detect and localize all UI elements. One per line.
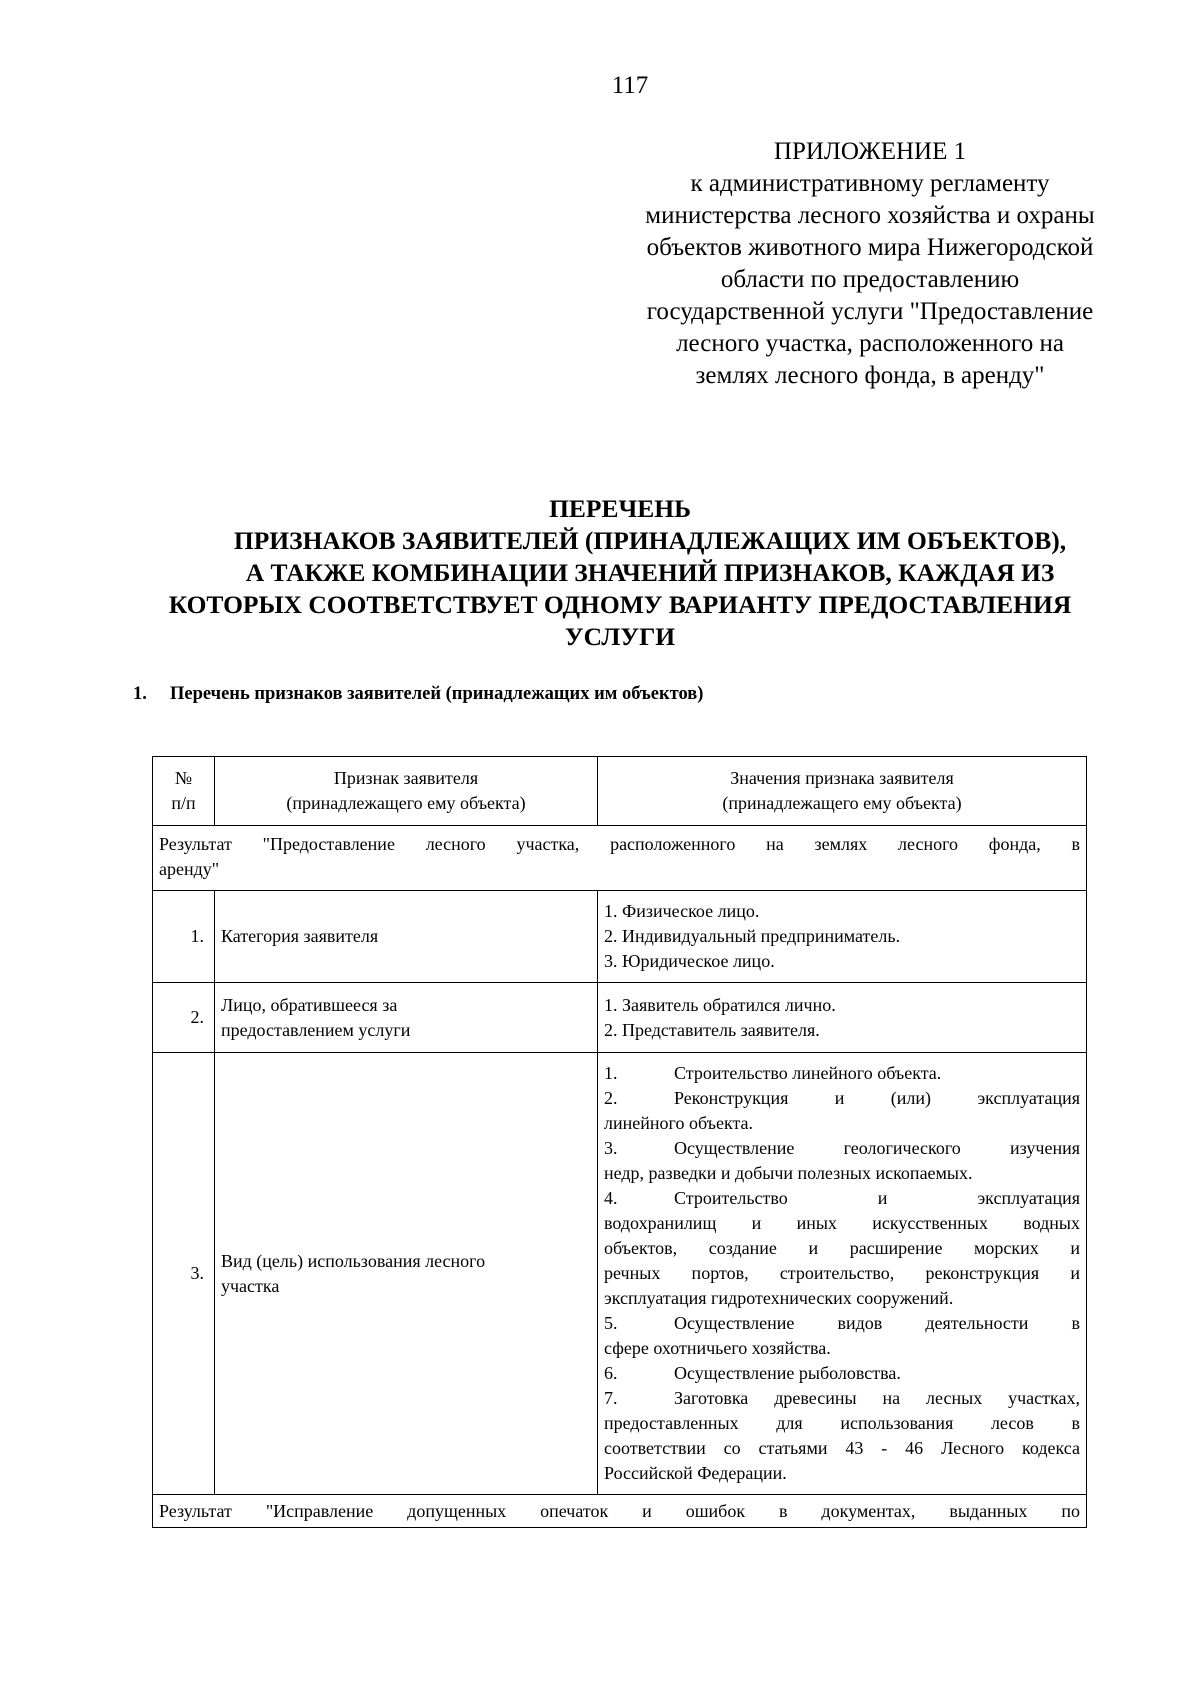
value-text: Осуществление видов деятельности в (674, 1313, 1080, 1333)
header-text: Значения признака заявителя (730, 768, 954, 788)
value-number: 7. (604, 1388, 618, 1408)
value-number: 4. (604, 1188, 618, 1208)
value-text: эксплуатация гидротехнических сооружений. (604, 1288, 954, 1308)
appendix-line: землях лесного фонда, в аренду" (695, 362, 1045, 389)
section-title: Перечень признаков заявителей (принадлежащих им объектов) (170, 684, 704, 704)
table-row (153, 1053, 1087, 1495)
feature-text: Лицо, обратившееся за (221, 994, 398, 1015)
row-feature (215, 1053, 598, 1495)
value-text: линейного объекта. (604, 1113, 754, 1133)
value-text: объектов, создание и расширение морских и (604, 1238, 1080, 1258)
value-text: Строительство и эксплуатация (674, 1188, 1080, 1208)
value-item: 3. Юридическое лицо. (604, 951, 775, 971)
appendix-line: государственной услуги "Предоставление (646, 298, 1094, 325)
value-text: предоставленных для использования лесов в (604, 1413, 1080, 1433)
header-text: (принадлежащего ему объекта) (722, 793, 962, 813)
header-text: п/п (171, 793, 196, 813)
row-values (598, 1053, 1087, 1495)
title-line: КОТОРЫХ СООТВЕТСТВУЕТ ОДНОМУ ВАРИАНТУ ПРЕДОСТАВЛЕНИЯ (168, 590, 1072, 619)
value-text: Заготовка древесины на лесных участках, (674, 1388, 1080, 1408)
value-text: Строительство линейного объекта. (674, 1063, 942, 1083)
value-item (604, 1186, 1080, 1211)
result-text: аренду" (159, 859, 220, 879)
value-item (604, 1136, 1080, 1161)
value-item (604, 1311, 1080, 1336)
appendix-line: области по предоставлению (720, 266, 1020, 293)
value-text: Осуществление геологического изучения (674, 1138, 1080, 1158)
header-text: (принадлежащего ему объекта) (286, 793, 526, 813)
table-row (153, 983, 1087, 1053)
appendix-line: министерства лесного хозяйства и охраны (645, 202, 1095, 229)
appendix-block (600, 136, 1140, 392)
row-values (598, 983, 1087, 1053)
page-number: 117 (611, 72, 649, 99)
row-feature: Категория заявителя (215, 891, 598, 983)
value-item (604, 1061, 1080, 1086)
table-row (153, 826, 1087, 891)
value-item (604, 1361, 1080, 1386)
value-item (604, 1386, 1080, 1411)
value-item: 1. Заявитель обратился лично. (604, 994, 836, 1015)
value-number: 6. (604, 1363, 618, 1383)
value-item (604, 1086, 1080, 1111)
value-item: 1. Физическое лицо. (604, 901, 760, 921)
header-feature-cell (215, 757, 598, 826)
document-title (105, 493, 1135, 653)
row-number: 3. (153, 1053, 215, 1495)
section-number: 1. (133, 684, 147, 704)
header-values-cell (598, 757, 1087, 826)
value-item: 2. Представитель заявителя. (604, 1019, 820, 1040)
title-line: А ТАКЖЕ КОМБИНАЦИИ ЗНАЧЕНИЙ ПРИЗНАКОВ, КАЖДАЯ ИЗ (245, 558, 1055, 587)
criteria-table (152, 756, 1087, 1528)
result-text: Результат "Предоставление лесного участка, расположенного на землях лесного фонда, в (159, 834, 1080, 854)
value-text: соответствии со статьями 43 - 46 Лесного кодекса (604, 1438, 1080, 1458)
value-text: Реконструкция и (или) эксплуатация (674, 1088, 1080, 1108)
value-number: 1. (604, 1063, 618, 1083)
row-feature (215, 983, 598, 1053)
value-number: 2. (604, 1088, 618, 1108)
row-number: 1. (153, 891, 215, 983)
appendix-line: к административному регламенту (690, 170, 1050, 197)
value-text: речных портов, строительство, реконструкция и (604, 1263, 1080, 1283)
title-line: ПЕРЕЧЕНЬ (549, 494, 691, 523)
header-text: Признак заявителя (333, 768, 479, 788)
feature-text: предоставлением услуги (221, 1019, 411, 1040)
title-line: ПРИЗНАКОВ ЗАЯВИТЕЛЕЙ (ПРИНАДЛЕЖАЩИХ ИМ ОБЪЕКТОВ), (233, 526, 1067, 555)
appendix-title: ПРИЛОЖЕНИЕ 1 (773, 138, 967, 165)
value-text: водохранилищ и иных искусственных водных (604, 1213, 1080, 1233)
value-text: недр, разведки и добычи полезных ископаемых. (604, 1163, 973, 1183)
value-text: Российской Федерации. (604, 1463, 787, 1483)
value-text: сфере охотничьего хозяйства. (604, 1338, 831, 1358)
table-row (153, 1495, 1087, 1528)
section-heading (133, 684, 703, 705)
appendix-line: лесного участка, расположенного на (676, 330, 1064, 357)
appendix-line: объектов животного мира Нижегородской (646, 234, 1094, 261)
result-cell (153, 826, 1087, 891)
table-header-row (153, 757, 1087, 826)
value-text: Осуществление рыболовства. (674, 1363, 901, 1383)
row-values (598, 891, 1087, 983)
value-item: 2. Индивидуальный предприниматель. (604, 926, 901, 946)
value-number: 5. (604, 1313, 618, 1333)
header-number-cell (153, 757, 215, 826)
title-line: УСЛУГИ (564, 622, 676, 651)
table-row (153, 891, 1087, 983)
result-cell: Результат "Исправление допущенных опечаток и ошибок в документах, выданных по (153, 1495, 1087, 1528)
feature-text: участка (221, 1275, 280, 1296)
value-number: 3. (604, 1138, 618, 1158)
header-text: № (174, 768, 193, 788)
feature-text: Вид (цель) использования лесного (221, 1250, 486, 1271)
row-number: 2. (153, 983, 215, 1053)
